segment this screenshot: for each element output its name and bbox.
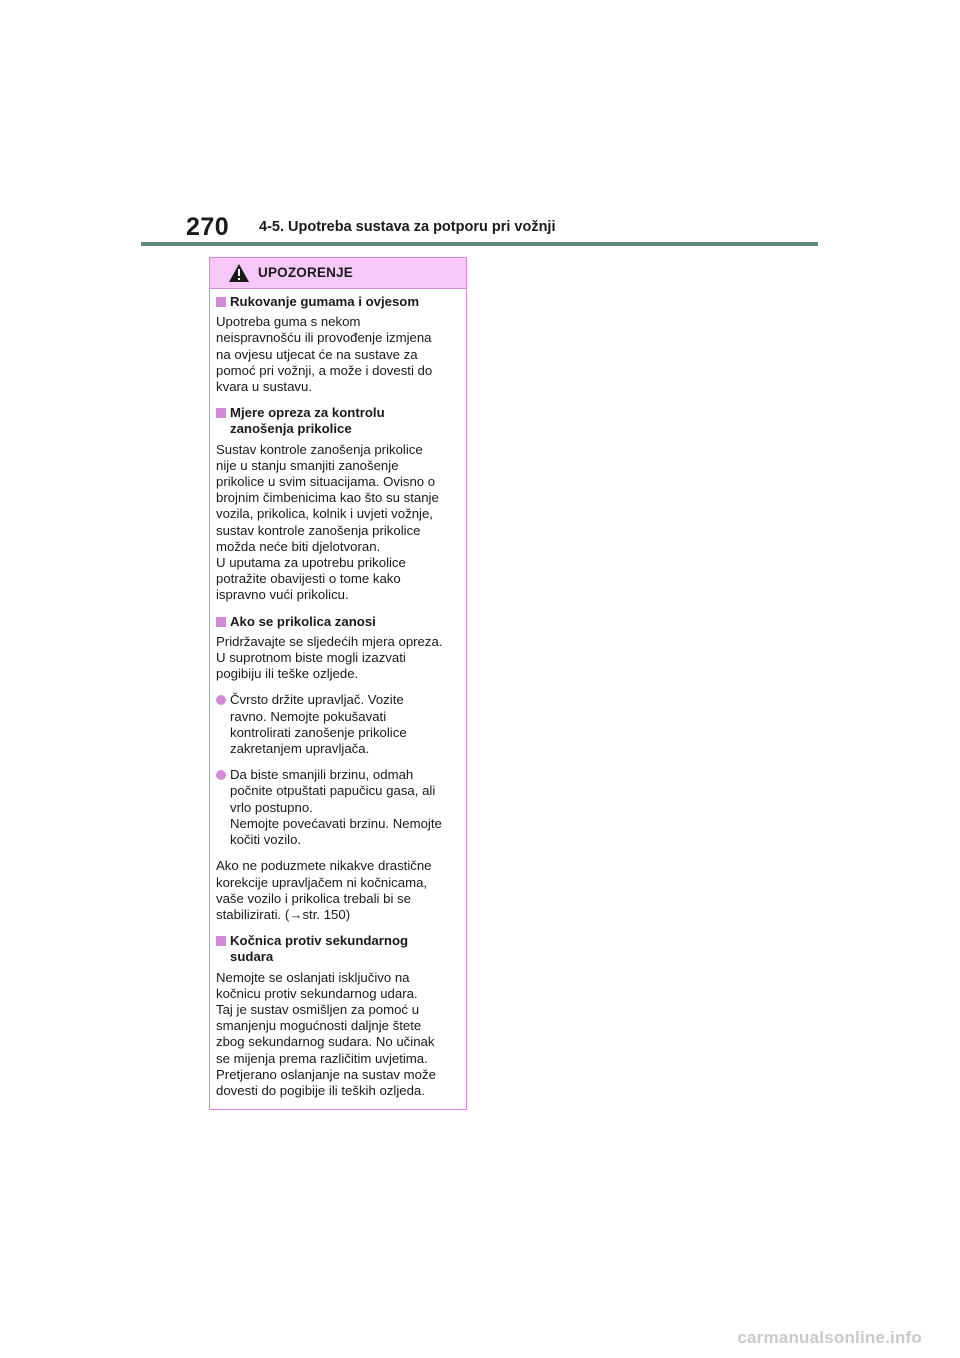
warning-header bbox=[210, 258, 466, 289]
page-number: 270 bbox=[186, 213, 230, 241]
list-item: Čvrsto držite upravljač. Vozite ravno. Nemojte pokušavati kontrolirati zanošenje prikolice zakretanjem upravljača. bbox=[216, 692, 460, 757]
list-item: Da biste smanjili brzinu, odmah počnite otpuštati papučicu gasa, ali vrlo postupno. Nemojte povećavati brzinu. Nemojte kočiti vozilo. bbox=[216, 767, 460, 848]
section-heading: Rukovanje gumama i ovjesom bbox=[216, 294, 460, 310]
section-text: Ako ne poduzmete nikakve drastične korekcije upravljačem ni kočnicama, vaše vozilo i prikolica trebali bi se stabilizirati. (→str. 150) bbox=[216, 858, 432, 922]
circle-bullet-icon bbox=[216, 770, 226, 780]
watermark: carmanualsonline.info bbox=[737, 1328, 922, 1347]
warning-triangle-icon bbox=[228, 263, 250, 283]
section-text: Upotreba guma s nekom neispravnošću ili provođenje izmjena na ovjesu utjecat će na sustave za pomoć pri vožnji, a može i dovesti do kvara u sustavu. bbox=[216, 314, 433, 395]
square-bullet-icon bbox=[216, 297, 226, 307]
section-text: Nemojte se oslanjati isključivo na kočnicu protiv sekundarnog udara. Taj je sustav osmišljen za pomoć u smanjenju mogućnosti daljnje štete zbog sekundarnog sudara. No učinak se mijenja prema različitim uvjetima. Pretjerano oslanjanje na sustav može dovesti do pogibije ili teških ozljeda. bbox=[216, 969, 436, 1098]
warning-box bbox=[209, 257, 467, 1110]
square-bullet-icon bbox=[216, 617, 226, 627]
square-bullet-icon bbox=[216, 408, 226, 418]
section-heading: Kočnica protiv sekundarnog sudara bbox=[216, 933, 460, 965]
square-bullet-icon bbox=[216, 936, 226, 946]
warning-title: UPOZORENJE bbox=[258, 265, 354, 280]
section-heading: Ako se prikolica zanosi bbox=[216, 614, 460, 630]
section-heading: Mjere opreza za kontrolu zanošenja prikolice bbox=[216, 405, 460, 437]
header-divider bbox=[141, 242, 818, 246]
warning-body bbox=[210, 289, 466, 1099]
section-title: 4-5. Upotreba sustava za potporu pri vožnji bbox=[259, 219, 556, 235]
circle-bullet-icon bbox=[216, 695, 226, 705]
section-text: Pridržavajte se sljedećih mjera opreza. U suprotnom biste mogli izazvati pogibiju ili teške ozljede. bbox=[216, 633, 443, 682]
section-text: Sustav kontrole zanošenja prikolice nije u stanju smanjiti zanošenje prikolice u svim situacijama. Ovisno o brojnim čimbenicima kao što su stanje vozila, prikolica, kolnik i uvjeti vožnje, sustav kontrole zanošenja prikolice možda neće biti djelotvoran. U uputama za upotrebu prikolice potražite obavijesti o tome kako ispravno vući prikolicu. bbox=[216, 441, 439, 603]
